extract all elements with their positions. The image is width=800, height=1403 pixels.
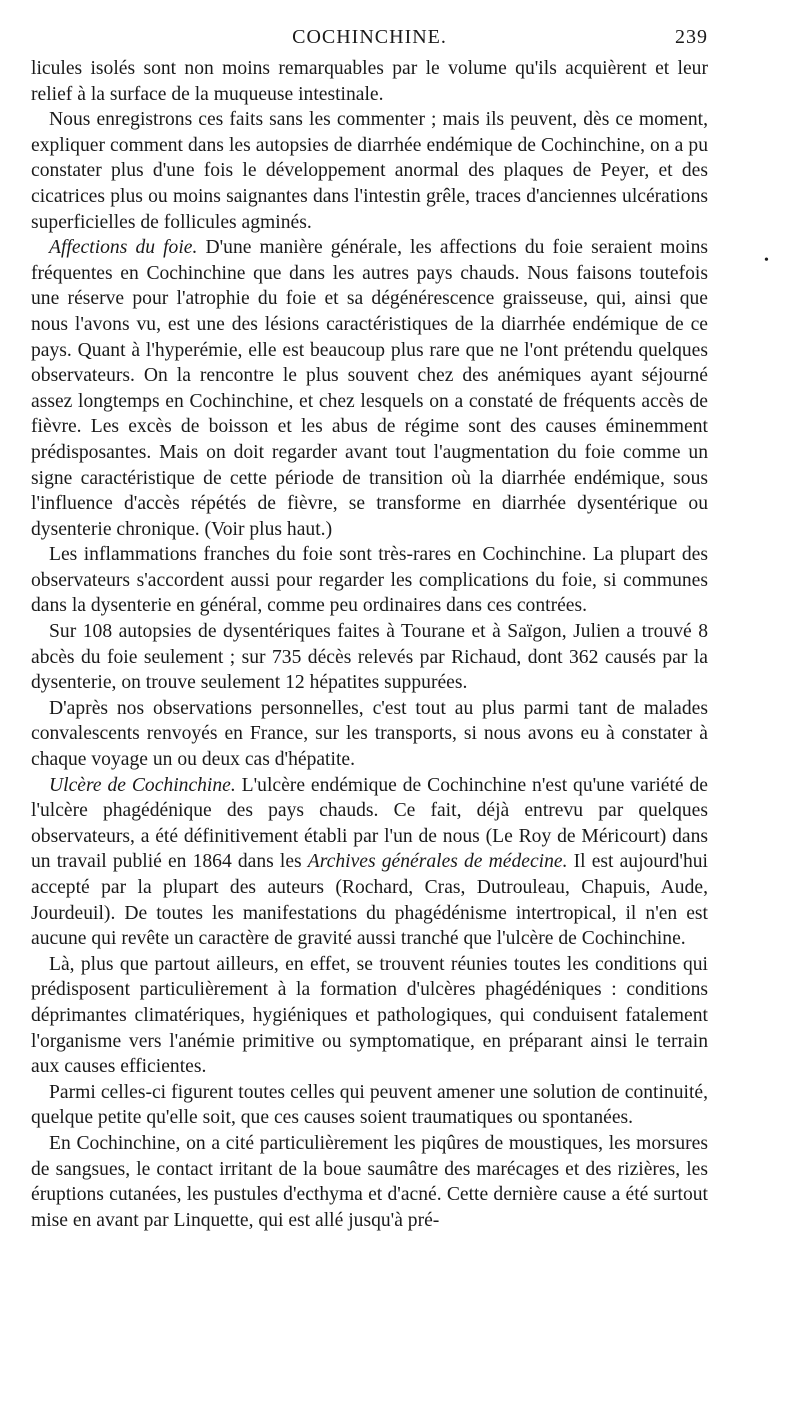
body-text [31,56,708,1233]
journal-citation: Archives générales de médecine. [307,851,568,873]
paragraph-liver-affections: Affections du foie. D'une manière générale, les affections du foie seraient moins fréquentes en Cochinchine que dans les autres pays chauds. Nous faisons toutefois une réserve pour l'atrophie du foie et sa dégénérescence graisseuse, qui, ainsi que nous l'avons vu, est une des lésions caractéristiques de la diarrhée endémique de ce pays. Quant à l'hyperémie, elle est beaucoup plus rare que ne l'ont prétendu quelques observateurs. On la rencontre le plus souvent chez des anémiques ayant séjourné assez longtemps en Cochinchine, et chez lesquels on a constaté de fréquents accès de fièvre. Les excès de boisson et les abus de régime sont des causes éminemment prédisposantes. Mais on doit regarder avant tout l'augmentation du foie comme un signe caractéristique de cette période de transition où la diarrhée endémique, sous l'influence d'accès répétés de fièvre, se transforme en diarrhée dysentérique ou dysenterie chronique. (Voir plus haut.) [31,237,708,540]
page-header [31,26,708,56]
paragraph-conditions: Là, plus que partout ailleurs, en effet, se trouvent réunies toutes les conditions qui prédisposent particulièrement à la formation d'ulcères phagédéniques : conditions déprimantes climatériques, hygiéniques et pathologiques, qui conduisent fatalement l'organisme vers l'anémie primitive ou symptomatique, en préparant ainsi le terrain aux causes efficientes. [31,953,708,1078]
paragraph-cochinchina-causes: En Cochinchine, on a cité particulièrement les piqûres de moustiques, les morsures de sangsues, le contact irritant de la boue saumâtre des marécages et des rizières, les éruptions cutanées, les pustules d'ecthyma et d'acné. Cette dernière cause a été surtout mise en avant par Linquette, qui est allé jusqu'à pré- [31,1132,708,1231]
section-heading-ulcer: Ulcère de Cochinchine. [49,774,236,796]
paragraph-ulcer: Ulcère de Cochinchine. L'ulcère endémique de Cochinchine n'est qu'une variété de l'ulcère phagédénique des pays chauds. Ce fait, déjà entrevu par quelques observateurs, a été définitivement établi par l'un de nous (Le Roy de Méricourt) dans un travail publié en 1864 dans les Archives générales de médecine. Il est aujourd'hui accepté par la plupart des auteurs (Rochard, Cras, Dutrouleau, Chapuis, Aude, Jourdeuil). De toutes les manifestations du phagédénisme intertropical, il n'en est aucune qui revête un caractère de gravité aussi tranché que l'ulcère de Cochinchine. [31,774,708,950]
paragraph-observations: D'après nos observations personnelles, c'est tout au plus parmi tant de malades convalescents renvoyés en France, sur les transports, si nous avons eu à constater à chaque voyage un ou deux cas d'hépatite. [31,697,708,771]
paragraph-causes: Parmi celles-ci figurent toutes celles qui peuvent amener une solution de continuité, quelque petite qu'elle soit, que ces causes soient traumatiques ou spontanées. [31,1081,708,1129]
paragraph-continuation: licules isolés sont non moins remarquables par le volume qu'ils acquièrent et leur relief à la surface de la muqueuse intestinale. [31,58,708,105]
paragraph-liver-inflammations: Les inflammations franches du foie sont très-rares en Cochinchine. La plupart des observateurs s'accordent aussi pour regarder les complications du foie, si communes dans la dysenterie en général, comme peu ordinaires dans ces contrées. [31,544,708,617]
margin-mark: • [764,253,769,268]
page-number: 239 [675,26,708,48]
running-head: COCHINCHINE. [292,26,447,48]
paragraph-peyer-plaques: Nous enregistrons ces faits sans les commenter ; mais ils peuvent, dès ce moment, expliquer comment dans les autopsies de diarrhée endémique de Cochinchine, on a pu constater plus d'une fois le développement anormal des plaques de Peyer, et des cicatrices plus ou moins saignantes dans l'intestin grêle, traces d'anciennes ulcérations superficielles de follicules agminés. [31,109,708,233]
section-heading-liver: Affections du foie. [49,237,198,259]
paragraph-autopsies: Sur 108 autopsies de dysentériques faites à Tourane et à Saïgon, Julien a trouvé 8 abcès du foie seulement ; sur 735 décès relevés par Richaud, dont 362 causés par la dysenterie, on trouve seulement 12 hépatites suppurées. [31,621,708,694]
